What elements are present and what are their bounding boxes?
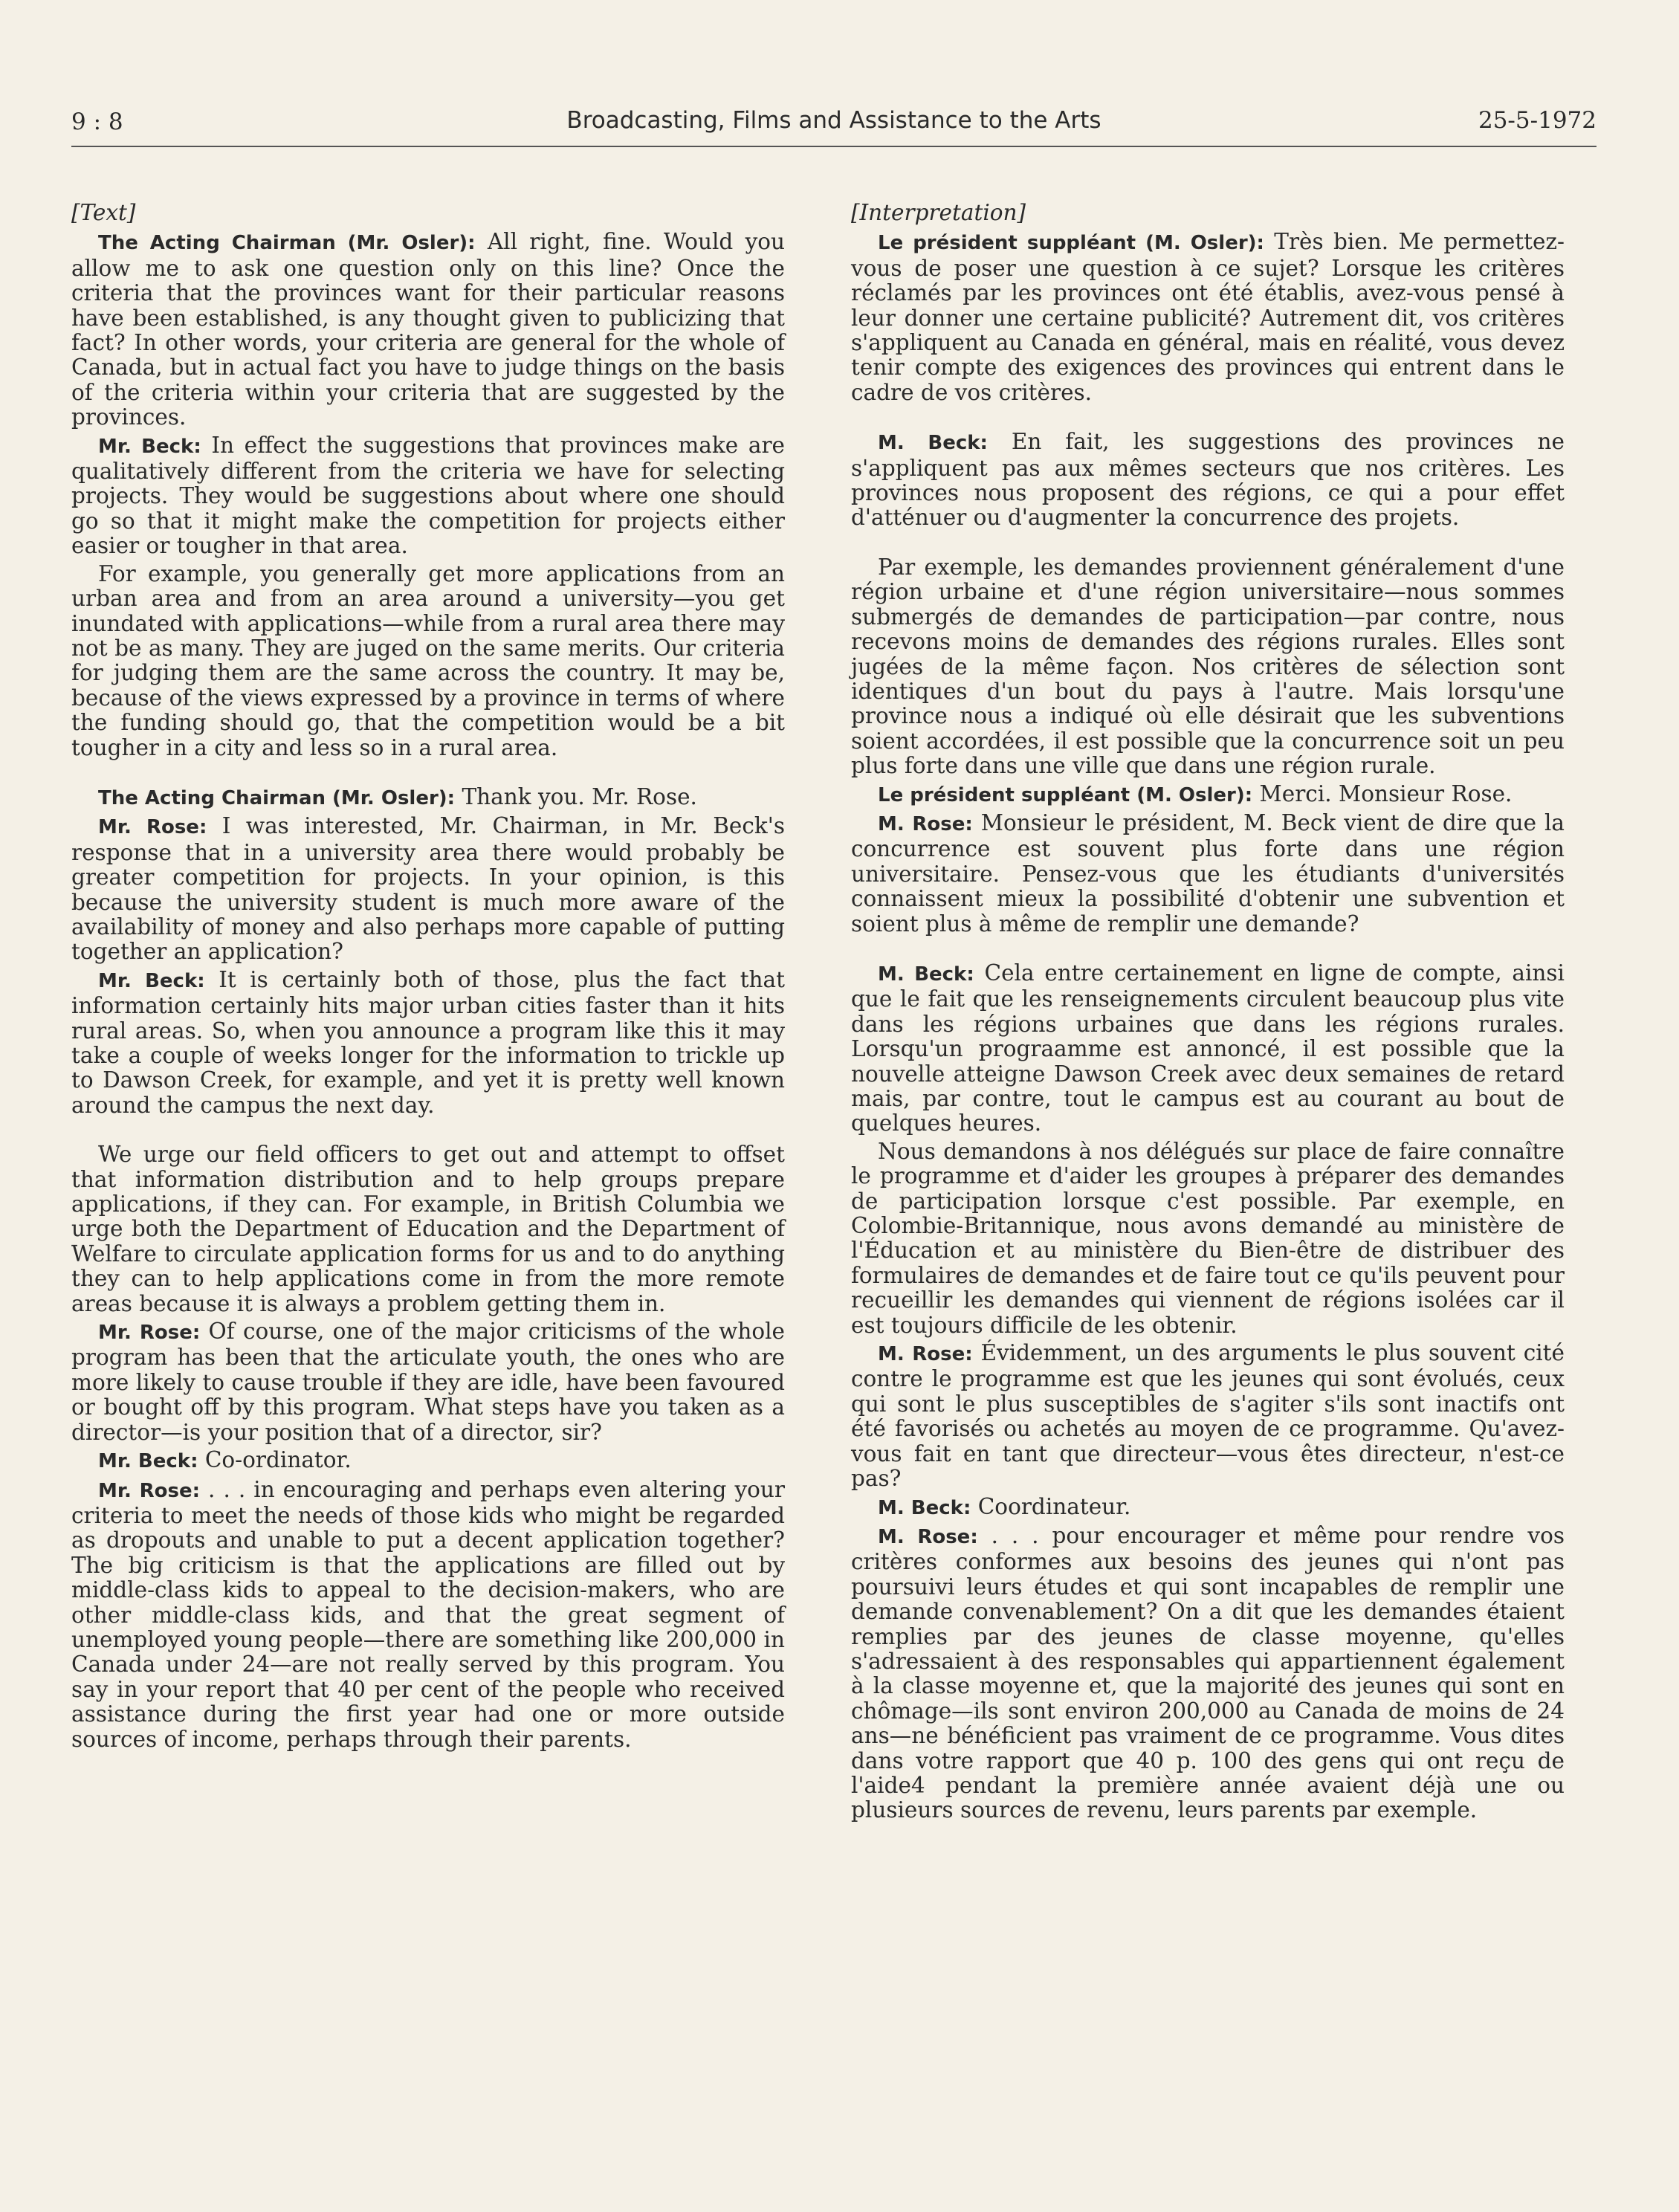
speaker: M. Rose: (878, 812, 973, 835)
paragraph (851, 230, 1565, 405)
header-date: 25-5-1972 (1478, 107, 1596, 134)
speech: Évidemment, un des arguments le plus souvent cité contre le programme est que les jeunes qui sont évolués, ceux qui sont le plus susceptibles de s'agiter s'ils sont inactifs ont été favorisés ou achetés au moyen de ce programme. Qu'avez-vous fait en tant que directeur—vous êtes directeur, n'est-ce pas? (851, 1340, 1565, 1492)
speech: Merci. Monsieur Rose. (1252, 780, 1513, 806)
speech: All right, fine. Would you allow me to ask one question only on this line? Once the criteria that the provinces want for their particular reasons have been established, is any thought given to publicizing that fact? In other words, your criteria are general for the whole of Canada, but in actual fact you have to judge things on the basis of the criteria within your criteria that are suggested by the provinces. (71, 229, 785, 430)
paragraph (71, 562, 785, 760)
speech: Co-ordinator. (198, 1447, 352, 1473)
speech: I was interested, Mr. Chairman, in Mr. Beck's response that in a university area there would probably be greater competition for projects. In your opinion, is this because the university student is much more aware of the availability of money and also perhaps more capable of putting together an application? (71, 813, 785, 965)
english-column (71, 201, 785, 1752)
paragraph (71, 1319, 785, 1445)
paragraph (851, 782, 1565, 808)
speaker: Mr. Rose: (98, 1322, 201, 1345)
paragraph (71, 1448, 785, 1474)
speech: In effect the suggestions that provinces make are qualitatively different from the criteria we have for selecting projects. They would be suggestions about where one should go so that it might make the competition for projects either easier or tougher in that area. (71, 432, 786, 559)
paragraph (851, 961, 1565, 1136)
paragraph (851, 555, 1565, 779)
speaker: M. Beck: (878, 432, 988, 455)
speech: Cela entre certainement en ligne de compte, ainsi que le fait que les renseignements circulent beaucoup plus vite dans les régions urbaines que dans les régions rurales. Lorsqu'un prograamme est annoncé, il est possible que la nouvelle atteigne Dawson Creek avec deux semaines de retard mais, par contre, tout le campus est au courant au bout de quelques heures. (851, 960, 1565, 1136)
column-label: [Text] (71, 200, 136, 225)
speaker: The Acting Chairman (Mr. Osler): (98, 786, 456, 809)
speaker: M. Beck: (878, 1496, 971, 1519)
speaker: Le président suppléant (M. Osler): (878, 232, 1264, 255)
paragraph (71, 1142, 785, 1316)
speech: Très bien. Me permettez-vous de poser une question à ce sujet? Lorsque les critères réclamés par les provinces ont été établis, avez-vous pensé à leur donner une certaine publicité? Autrement dit, vos critères s'appliquent au Canada en général, mais en réalité, vous devez tenir compte des exigences des provinces qui entrent dans le cadre de vos critères. (851, 229, 1565, 405)
speaker: M. Beck: (878, 963, 974, 986)
paragraph (851, 430, 1565, 531)
speech: Thank you. Mr. Rose. (455, 783, 697, 809)
speech: Coordinateur. (971, 1493, 1131, 1519)
paragraph (71, 1478, 785, 1752)
paragraph (851, 1524, 1565, 1823)
speaker: Le président suppléant (M. Osler): (878, 783, 1253, 806)
speech: Monsieur le président, M. Beck vient de dire que la concurrence est souvent plus forte dans une région universitaire. Pensez-vous que les étudiants d'universités connaissent mieux la possibilité d'obtenir une subvention et soient plus à même de remplir une demande? (851, 809, 1565, 937)
speaker: M. Rose: (878, 1343, 973, 1366)
paragraph (851, 1341, 1565, 1491)
speech: Nous demandons à nos délégués sur place de faire connaître le programme et d'aider les groupes à préparer des demandes de participation lorsque c'est possible. Par exemple, en Colombie-Britannique, nous avons demandé au ministère de l'Éducation et au ministère du Bien-être de distribuer des formulaires de demandes et de faire tout ce qu'ils peuvent pour recueillir les demandes qui viennent de régions isolées car il est toujours difficile de les obtenir. (851, 1138, 1565, 1338)
french-column (851, 201, 1565, 1823)
paragraph (71, 433, 785, 559)
speaker: Mr. Rose: (98, 1479, 200, 1502)
page-header (71, 104, 1596, 147)
speaker: The Acting Chairman (Mr. Osler): (98, 232, 476, 255)
speech: Par exemple, les demandes proviennent généralement d'une région urbaine et d'une région universitaire—nous sommes submergés de demandes de participation—par contre, nous recevons moins de demandes des régions rurales. Elles sont jugées de la même façon. Nos critères de sélection sont identiques d'un bout du pays à l'autre. Mais lorsqu'une province nous a indiqué où elle désirait que les subventions soient accordées, il est possible que la concurrence soit un peu plus forte dans une ville que dans une région rurale. (851, 554, 1565, 779)
page-number: 9 : 8 (71, 109, 123, 135)
paragraph (851, 811, 1565, 937)
speaker: Mr. Beck: (98, 1450, 198, 1473)
paragraph (71, 785, 785, 811)
speech: For example, you generally get more applications from an urban area and from an area around a university—you get inundated with applications—while from a rural area there may not be as many. They are juged on the same merits. Our criteria for judging them are the same across the country. It may be, because of the views expressed by a province in terms of where the funding should go, that the competition would be a bit tougher in a city and less so in a rural area. (71, 560, 785, 760)
paragraph (851, 1495, 1565, 1521)
speech: Of course, one of the major criticisms of the whole program has been that the articulate youth, the ones who are more likely to cause trouble if they are idle, have been favoured or bought off by this program. What steps have you taken as a director—is your position that of a director, sir? (71, 1319, 786, 1445)
paragraph (71, 814, 785, 964)
speaker: Mr. Beck: (98, 969, 205, 992)
speaker: M. Rose: (878, 1525, 978, 1548)
column-label: [Interpretation] (851, 200, 1026, 225)
speaker: Mr. Rose: (98, 816, 207, 839)
speech: . . . pour encourager et même pour rendre vos critères conformes aux besoins des jeunes qui n'ont pas poursuivi leurs études et qui sont incapables de remplir une demande convenablement? On a dit que les demandes étaient remplies par des jeunes de classe moyenne, qu'elles s'adressaient à des responsables qui appartiennent également à la classe moyenne et, que la majorité des jeunes qui sont en chômage—ils sont environ 200,000 au Canada de moins de 24 ans—ne bénéficient pas vraiment de ce programme. Vous dites dans votre rapport que 40 p. 100 des gens qui ont reçu de l'aide4 pendant la première année avaient déjà une ou plusieurs sources de revenu, leurs parents par exemple. (851, 1522, 1565, 1823)
speech: We urge our field officers to get out and attempt to offset that information distribution and to help groups prepare applications, if they can. For example, in British Columbia we urge both the Department of Education and the Department of Welfare to circulate application forms for us and to do anything they can to help applications come in from the more remote areas because it is always a problem getting them in. (71, 1142, 785, 1316)
paragraph (71, 968, 785, 1118)
speaker: Mr. Beck: (98, 435, 201, 458)
paragraph (851, 1139, 1565, 1338)
running-title: Broadcasting, Films and Assistance to the Arts (566, 107, 1101, 134)
speech: It is certainly both of those, plus the fact that information certainly hits major urban cities faster than it hits rural areas. So, when you announce a program like this it may take a couple of weeks longer for the information to trickle up to Dawson Creek, for example, and yet it is pretty well known around the campus the next day. (71, 966, 785, 1118)
speech: . . . in encouraging and perhaps even altering your criteria to meet the needs of those kids who might be regarded as dropouts and unable to put a decent application together? The big criticism is that the applications are filled out by middle-class kids to appeal to the decision-makers, who are other middle-class kids, and that the great segment of unemployed young people—there are something like 200,000 in Canada under 24—are not really served by this program. You say in your report that 40 per cent of the people who received assistance during the first year had one or more outside sources of income, perhaps through their parents. (71, 1476, 786, 1752)
speech: En fait, les suggestions des provinces ne s'appliquent pas aux mêmes secteurs que nos critères. Les provinces nous proposent des régions, ce qui a pour effet d'atténuer ou d'augmenter la concurrence des projets. (851, 429, 1565, 531)
paragraph (71, 230, 785, 430)
